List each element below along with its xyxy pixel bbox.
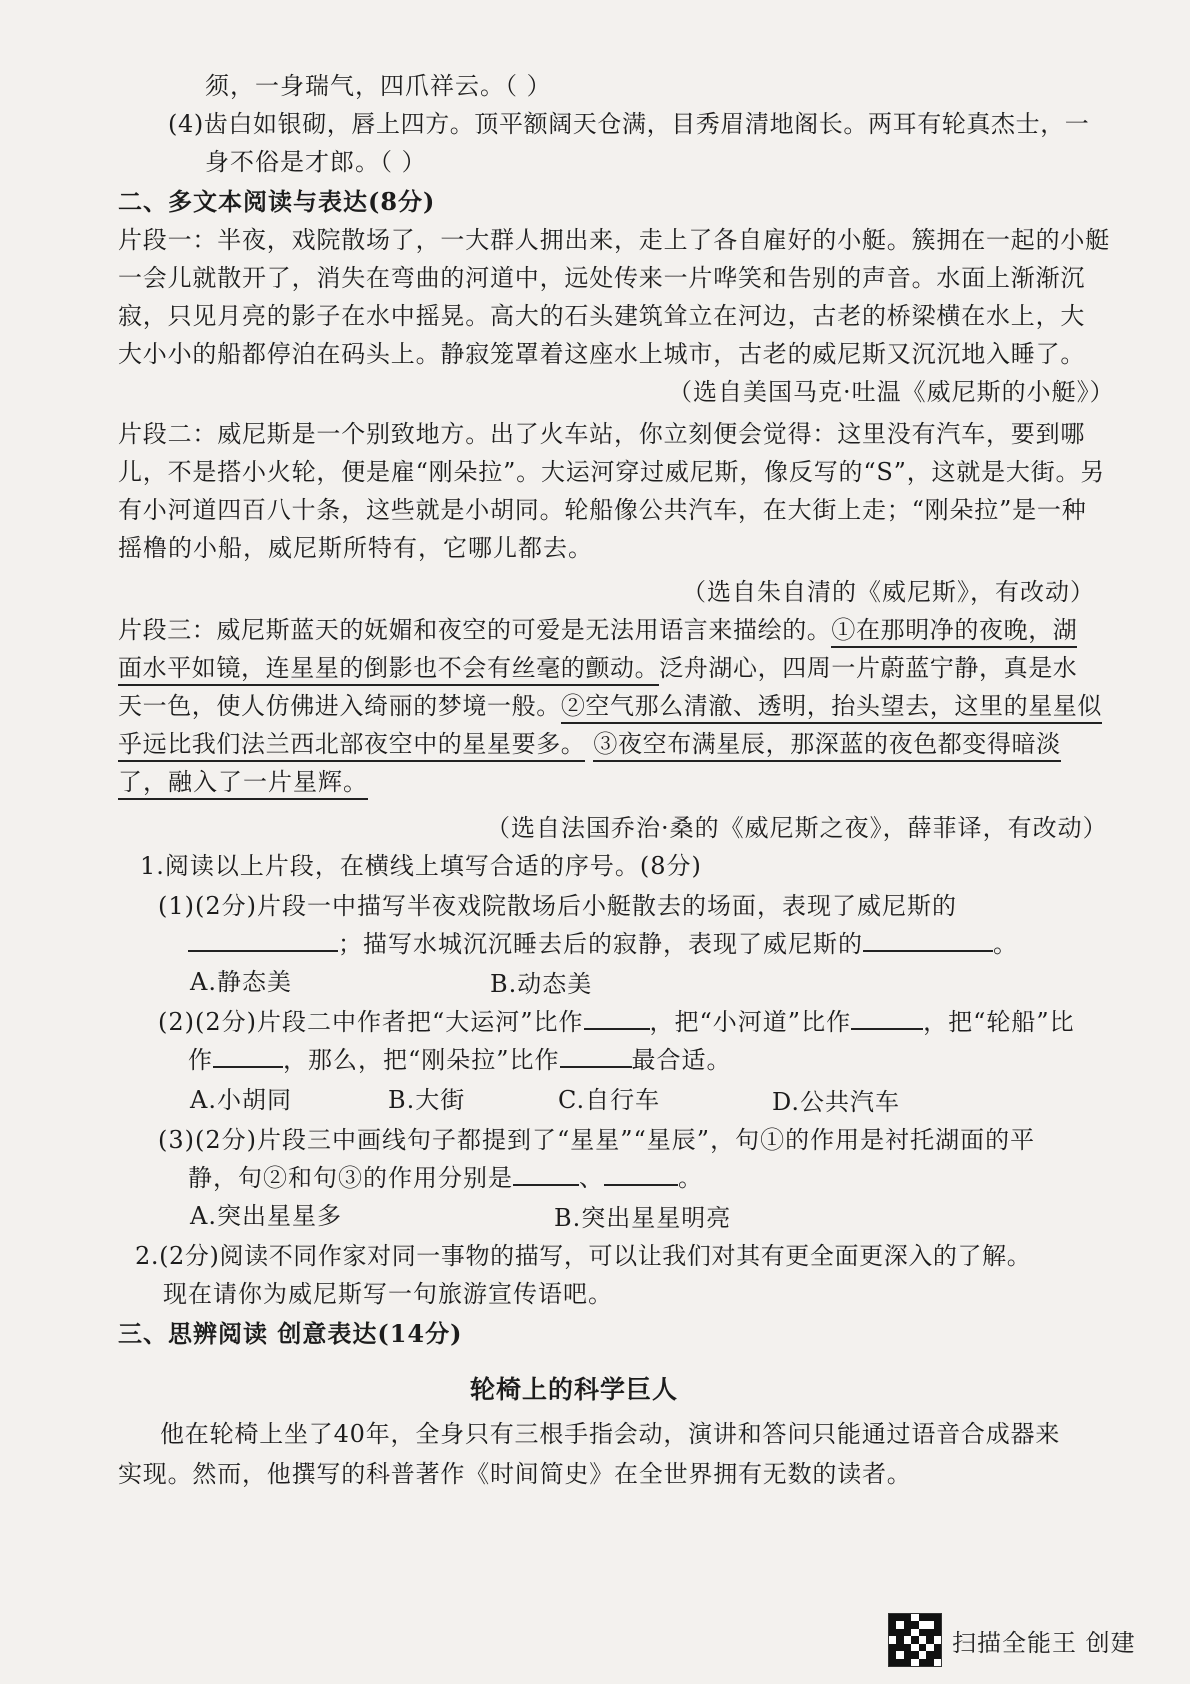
frag3-text: 片段三：威尼斯蓝天的妩媚和夜空的可爱是无法用语言来描绘的。 [118,616,832,644]
article-title: 轮椅上的科学巨人 [470,1375,679,1404]
answer-blank[interactable] [604,1162,678,1186]
frag3-line4 [118,728,1061,760]
q1-sub2-option: B.大街 [388,1086,466,1114]
article-para-line: 他在轮椅上坐了40年，全身只有三根手指会动，演讲和答问只能通过语音合成器来 [160,1420,1061,1448]
frag1-line: 大小小的船都停泊在码头上。静寂笼罩着这座水上城市，古老的威尼斯又沉沉地入睡了。 [118,340,1086,368]
answer-blank[interactable] [584,1006,650,1030]
frag3-line3 [118,690,1102,722]
frag3-line1 [118,614,1077,646]
q1-sub2-option: D.公共汽车 [772,1088,901,1116]
frag2-line: 摇橹的小船，威尼斯所特有，它哪儿都去。 [118,534,593,562]
frag3-source: （选自法国乔治·桑的《威尼斯之夜》，薛菲译，有改动） [486,814,1108,842]
frag2-line: 片段二：威尼斯是一个别致地方。出了火车站，你立刻便会觉得：这里没有汽车，要到哪 [118,420,1086,448]
frag1-line: 一会儿就散开了，消失在弯曲的河道中，远处传来一片哗笑和告别的声音。水面上渐渐沉 [118,264,1086,292]
frag1-line: 寂，只见月亮的影子在水中摇晃。高大的石头建筑耸立在河边，古老的桥梁横在水上，大 [118,302,1086,330]
section2-heading: 二、多文本阅读与表达(8分) [118,187,436,216]
frag3-underlined: ②空气那么清澈、透明，抬头望去，这里的星星似 [561,692,1102,724]
q1-sub2-option: A.小胡同 [190,1086,292,1114]
answer-blank[interactable] [188,928,338,952]
q1-sub2-line1: (2)(2分)片段二中作者把“大运河”比作 ，把“小河道”比作 ，把“轮船”比 [158,1008,1075,1036]
q1-sub3-option: B.突出星星明亮 [554,1204,732,1232]
frag1-source: （选自美国马克·吐温《威尼斯的小艇》） [668,378,1115,406]
carryover-line: 须，一身瑞气，四爪祥云。（ ） [205,72,552,100]
q1-stem: 1.阅读以上片段，在横线上填写合适的序号。(8分) [140,852,702,880]
answer-blank[interactable] [863,928,993,952]
q1-sub2-option: C.自行车 [558,1086,661,1114]
frag2-line: 儿，不是搭小火轮，便是雇“刚朵拉”。大运河穿过威尼斯，像反写的“S”，这就是大街。另 [118,458,1106,486]
q1-sub1-option: A.静态美 [190,968,292,996]
answer-blank[interactable] [560,1044,632,1068]
frag3-underlined: 乎远比我们法兰西北部夜空中的星星要多。 [118,730,585,762]
section3-heading: 三、思辨阅读 创意表达(14分) [118,1319,463,1348]
frag3-underlined: ①在那明净的夜晚，湖 [831,616,1077,648]
q1-sub1-line1: (1)(2分)片段一中描写半夜戏院散场后小艇散去的场面，表现了威尼斯的 [158,892,957,920]
answer-blank[interactable] [213,1044,283,1068]
q1-sub3-line2: 静，句②和句③的作用分别是 、 。 [188,1164,703,1192]
answer-blank[interactable] [851,1006,923,1030]
q1-sub3-line1: (3)(2分)片段三中画线句子都提到了“星星”“星辰”，句①的作用是衬托湖面的平 [158,1126,1036,1154]
qr-code-icon [888,1613,942,1667]
frag1-line: 片段一：半夜，戏院散场了，一大群人拥出来，走上了各自雇好的小艇。簇拥在一起的小艇 [118,226,1110,254]
q1-sub1-line2: ；描写水城沉沉睡去后的寂静，表现了威尼斯的 。 [188,928,1018,960]
frag2-line: 有小河道四百八十条，这些就是小胡同。轮船像公共汽车，在大街上走；“刚朵拉”是一种 [118,496,1087,524]
article-para-line: 实现。然而，他撰写的科普著作《时间简史》在全世界拥有无数的读者。 [118,1460,912,1488]
q1-sub3-option: A.突出星星多 [190,1202,342,1230]
scanner-watermark [888,1612,1158,1668]
q1-sub2-line2: 作 ，那么，把“刚朵拉”比作 最合适。 [188,1046,732,1074]
frag3-underlined: ③夜空布满星辰，那深蓝的夜色都变得暗淡 [593,730,1060,762]
frag3-line2 [118,652,1077,684]
q2-line1: 2.(2分)阅读不同作家对同一事物的描写，可以让我们对其有更全面更深入的了解。 [135,1242,1032,1270]
scanner-brand-text: 扫描全能王 创建 [952,1628,1136,1657]
q1-sub1-option: B.动态美 [490,970,593,998]
frag3-underlined: 面水平如镜，连星星的倒影也不会有丝毫的颤动。 [118,654,659,686]
frag3-underlined: 了，融入了一片星辉。 [118,768,368,800]
q2-line2: 现在请你为威尼斯写一句旅游宣传语吧。 [163,1280,613,1308]
frag3-line5 [118,766,368,798]
answer-blank[interactable] [513,1162,579,1186]
frag3-text: 泛舟湖心，四周一片蔚蓝宁静，真是水 [659,654,1078,682]
item-4-line2: 身不俗是才郎。（ ） [205,148,427,176]
item-4-line1: (4)齿白如银砌，唇上四方。顶平额阔天仓满，目秀眉清地阁长。两耳有轮真杰士，一 [168,110,1090,138]
frag3-text: 天一色，使人仿佛进入绮丽的梦境一般。 [118,692,561,720]
frag2-source: （选自朱自清的《威尼斯》，有改动） [682,578,1095,606]
